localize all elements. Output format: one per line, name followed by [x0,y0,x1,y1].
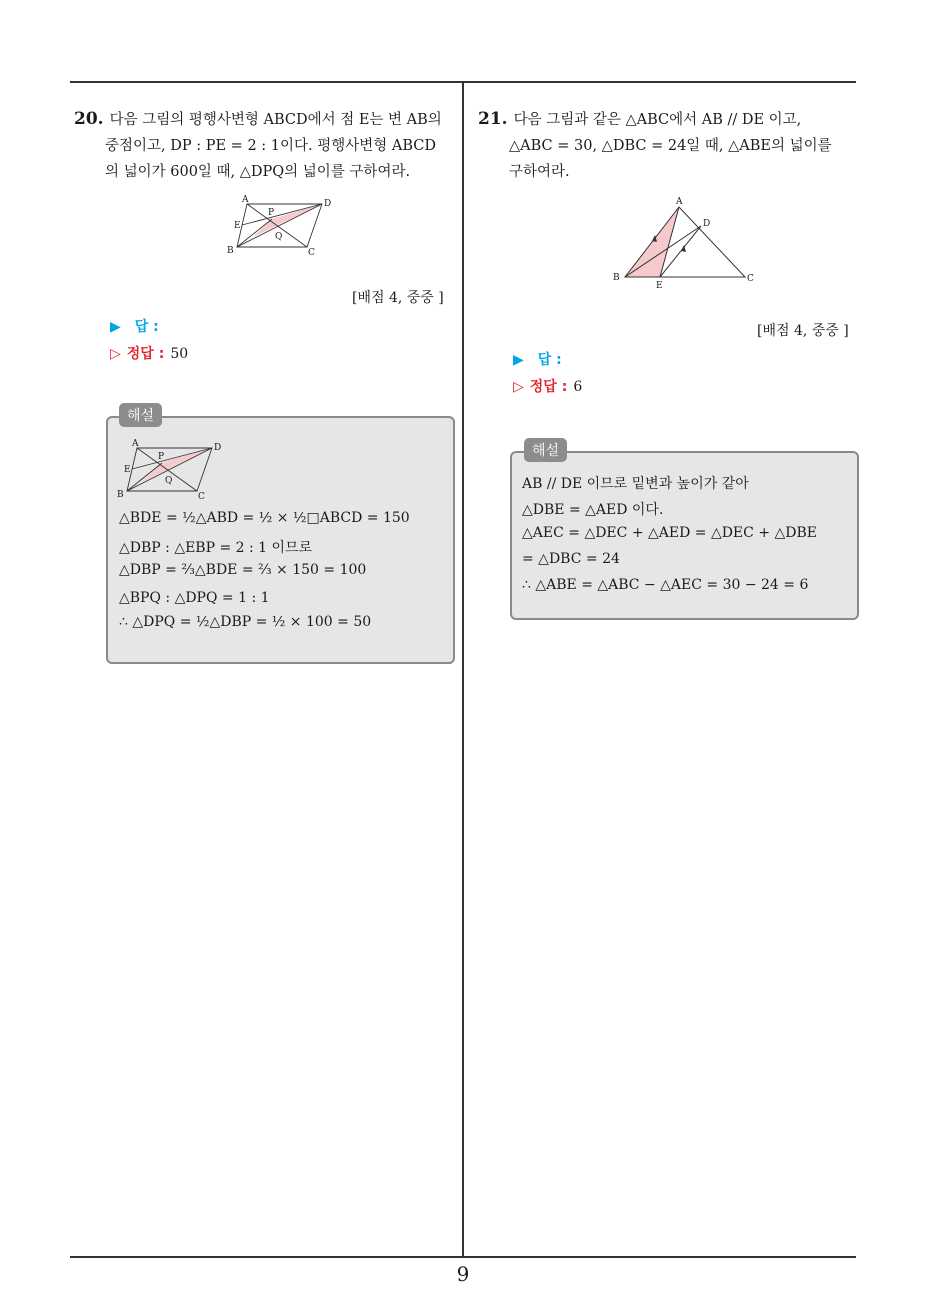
q20-sol-line-1: △BDE = ½△ABD = ½ × ½□ABCD = 150 [119,510,410,526]
q21-sol-line-5: ∴ △ABE = △ABC − △AEC = 30 − 24 = 6 [522,577,809,593]
svg-text:A: A [132,439,139,449]
q20-label-q: Q [275,232,283,242]
q20-answer-row: ▶ 답 : [110,319,159,335]
q20-label-b: B [227,246,234,256]
q20-correct-row: ▷ 정답 : 50 [110,346,189,362]
q21-label-a: A [676,197,683,207]
q21-sol-line-2: △DBE = △AED 이다. [522,502,664,518]
svg-text:C: C [198,492,205,502]
q21-line-2: △ABC = 30, △DBC = 24일 때, △ABE의 넓이를 [509,138,832,154]
q21-line-1: 21. 다음 그림과 같은 △ABC에서 AB // DE 이고, [478,109,802,129]
q20-number: 20. [74,109,104,129]
q21-sol-line-4: = △DBC = 24 [522,551,620,567]
column-divider [462,82,464,1257]
q20-label-d: D [324,199,332,209]
q20-sol-line-3: △DBP = ⅔△BDE = ⅔ × 150 = 100 [119,562,367,578]
q20-score: [배점 4, 중중 ] [352,290,444,306]
q21-line-3: 구하여라. [509,164,570,180]
q20-sol-line-4: △BPQ : △DPQ = 1 : 1 [119,590,270,606]
q21-sol-line-1: AB // DE 이므로 밑변과 높이가 같아 [522,476,749,492]
q20-label-a: A [242,195,249,205]
q21-label-b: B [613,273,620,283]
q21-sol-line-3: △AEC = △DEC + △AED = △DEC + △DBE [522,525,817,541]
q21-answer-row: ▶ 답 : [513,352,562,368]
page-number: 9 [456,1262,470,1286]
question-21 [478,106,863,185]
q21-triangle-figure [608,195,758,291]
q20-parallelogram-figure [225,193,340,259]
q20-label-c: C [308,248,315,258]
q20-solution-figure [115,437,230,503]
q21-correct-value: 6 [573,379,583,395]
q20-correct-value: 50 [170,346,189,362]
q20-label-p: P [268,208,275,218]
question-20 [74,106,459,185]
q21-number: 21. [478,109,508,129]
q20-solution-tag: 해설 [119,403,162,427]
svg-text:D: D [214,443,222,453]
outline-triangle-icon: ▷ [513,379,524,395]
q21-label-d: D [703,219,711,229]
svg-text:E: E [124,465,131,475]
svg-text:B: B [117,490,124,500]
q21-score: [배점 4, 중중 ] [757,323,849,339]
q21-solution-tag: 해설 [524,438,567,462]
outline-triangle-icon: ▷ [110,346,121,362]
svg-text:P: P [158,452,165,462]
q20-line-1: 20. 다음 그림의 평행사변형 ABCD에서 점 E는 변 AB의 [74,109,442,129]
q21-label-e: E [656,281,663,291]
q20-label-e: E [234,221,241,231]
q21-label-c: C [747,274,754,284]
svg-text:Q: Q [165,476,173,486]
play-triangle-icon: ▶ [110,319,121,335]
bottom-rule [70,1256,856,1258]
play-triangle-icon: ▶ [513,352,524,368]
q20-line-2: 중점이고, DP : PE = 2 : 1이다. 평행사변형 ABCD [105,138,436,154]
q20-line-3: 의 넓이가 600일 때, △DPQ의 넓이를 구하여라. [105,164,411,180]
q21-correct-row: ▷ 정답 : 6 [513,379,583,395]
q20-sol-line-2: △DBP : △EBP = 2 : 1 이므로 [119,540,313,556]
q20-sol-line-5: ∴ △DPQ = ½△DBP = ½ × 100 = 50 [119,614,372,630]
